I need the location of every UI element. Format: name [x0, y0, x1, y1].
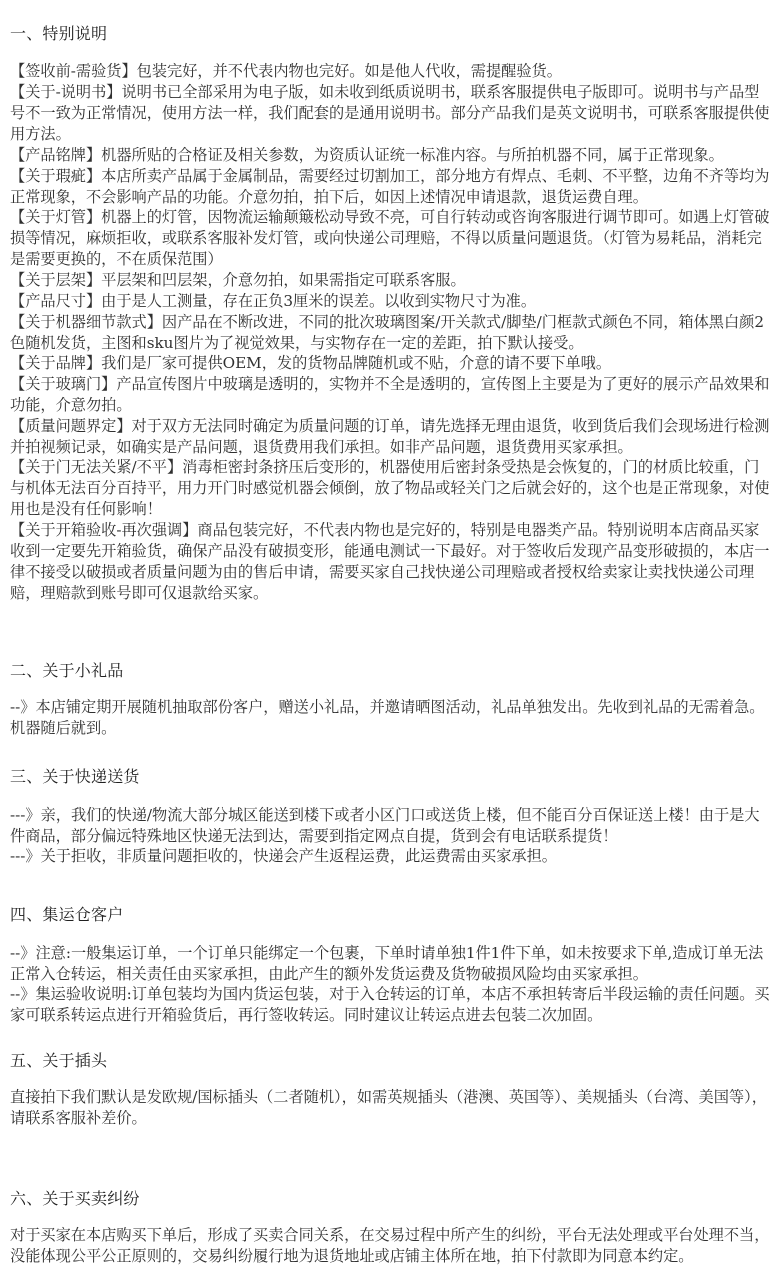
section-title-small-gifts: 二、关于小礼品 — [10, 661, 124, 680]
paragraph-delivery-coverage: ---》亲，我们的快递/物流大部分城区能送到楼下或者小区门口或送货上楼，但不能百分百保证送上楼！由于是大件商品，部分偏远特殊地区快递无法到达，需要到指定网点自提，货到会有电话联系提货！ — [10, 806, 760, 845]
paragraph-consolidation-inspection: --》集运验收说明:订单包装均为国内货运包装，对于入仓转运的订单，本店不承担转寄后半段运输的责任问题。买家可联系转运点进行开箱验货后，再行签收转运。同时建议让转运点进去包装二次加固。 — [10, 985, 770, 1024]
section-title-special-notes: 一、特别说明 — [10, 24, 108, 43]
section-title-delivery: 三、关于快递送货 — [10, 767, 140, 786]
paragraph-plug-types: 直接拍下我们默认是发欧规/国标插头（二者随机），如需英规插头（港澳、英国等）、美规插头（台湾、美国等），请联系客服补差价。 — [10, 1088, 767, 1127]
section-title-disputes: 六、关于买卖纠纷 — [10, 1189, 140, 1208]
paragraph-consolidation-orders: --》注意:一般集运订单，一个订单只能绑定一个包裹，下单时请单独1件1件下单，如未按要求下单,造成订单无法正常入仓转运，相关责任由买家承担，由此产生的额外发货运费及货物破损风险均由买家承担。 — [10, 944, 764, 983]
paragraph-shelves: 【关于层架】平层架和凹层架，介意勿拍，如果需指定可联系客服。 — [10, 271, 466, 289]
paragraph-refused-delivery: ---》关于拒收，非质量问题拒收的，快递会产生返程运费，此运费需由买家承担。 — [10, 847, 557, 865]
paragraph-glass-door: 【关于玻璃门】产品宣传图片中玻璃是透明的，实物并不全是透明的，宣传图上主要是为了更好的展示产品效果和功能，介意勿拍。 — [10, 375, 770, 414]
paragraph-nameplate: 【产品铭牌】机器所贴的合格证及相关参数，为资质认证统一标准内容。与所拍机器不同，属于正常现象。 — [10, 146, 724, 164]
paragraph-lamp: 【关于灯管】机器上的灯管，因物流运输颠簸松动导致不亮，可自行转动或咨询客服进行调节即可。如遇上灯管破损等情况，麻烦拒收，或联系客服补发灯管，或向快递公司理赔，不得以质量问题退货。（灯管为易耗品，消耗完是需要更换的，不在质保范围） — [10, 208, 770, 268]
paragraph-brand: 【关于品牌】我们是厂家可提供OEM，发的货物品牌随机或不贴，介意的请不要下单哦。 — [10, 354, 612, 372]
section-title-plugs: 五、关于插头 — [10, 1051, 108, 1070]
paragraph-defects: 【关于瑕疵】本店所卖产品属于金属制品，需要经过切割加工，部分地方有焊点、毛刺、不平整，边角不齐等均为正常现象，不会影响产品的功能。介意勿拍，拍下后，如因上述情况申请退款，退货运费自理。 — [10, 167, 770, 206]
paragraph-quality-issues: 【质量问题界定】对于双方无法同时确定为质量问题的订单，请先选择无理由退货，收到货后我们会现场进行检测并拍视频记录，如确实是产品问题，退货费用我们承担。如非产品问题，退货费用买家承担。 — [10, 417, 770, 456]
paragraph-product-size: 【产品尺寸】由于是人工测量，存在正负3厘米的误差。以收到实物尺寸为准。 — [10, 292, 537, 310]
paragraph-manual: 【关于-说明书】说明书已全部采用为电子版，如未收到纸质说明书，联系客服提供电子版即可。说明书与产品型号不一致为正常情况，使用方法一样，我们配套的是通用说明书。部分产品我们是英文说明书，可联系客服提供使用方法。 — [10, 83, 770, 143]
paragraph-unboxing-inspection: 【关于开箱验收-再次强调】商品包装完好，不代表内物也是完好的，特别是电器类产品。特别说明本店商品买家收到一定要先开箱验货，确保产品没有破损变形，能通电测试一下最好。对于签收后发现产品变形破损的，本店一律不接受以破损或者质量问题为由的售后申请，需要买家自己找快递公司理赔或者授权给卖家让卖找快递公司理赔，理赔款到账号即可仅退款给买家。 — [10, 521, 770, 602]
paragraph-gifts: --》本店铺定期开展随机抽取部份客户，赠送小礼品，并邀请晒图活动，礼品单独发出。先收到礼品的无需着急。机器随后就到。 — [10, 698, 765, 737]
paragraph-inspect-before-signing: 【签收前-需验货】包装完好，并不代表内物也完好。如是他人代收，需提醒验货。 — [10, 62, 562, 80]
section-title-consolidation-customers: 四、集运仓客户 — [10, 905, 124, 924]
paragraph-machine-details: 【关于机器细节款式】因产品在不断改进，不同的批次玻璃图案/开关款式/脚垫/门框款式颜色不同，箱体黑白颜2色随机发货，主图和sku图片为了视觉效果，与实物存在一定的差距，拍下默认接受。 — [10, 313, 765, 352]
paragraph-door-seal: 【关于门无法关紧/不平】消毒柜密封条挤压后变形的，机器使用后密封条受热是会恢复的，门的材质比较重，门与机体无法百分百持平，用力开门时感觉机器会倾倒，放了物品或轻关门之后就会好的，这个也是正常现象，对使用也是没有任何影响！ — [10, 458, 770, 518]
paragraph-dispute-resolution: 对于买家在本店购买下单后，形成了买卖合同关系，在交易过程中所产生的纠纷，平台无法处理或平台处理不当，没能体现公平公正原则的，交易纠纷履行地为退货地址或店铺主体所在地，拍下付款即为同意本约定。 — [10, 1226, 770, 1265]
